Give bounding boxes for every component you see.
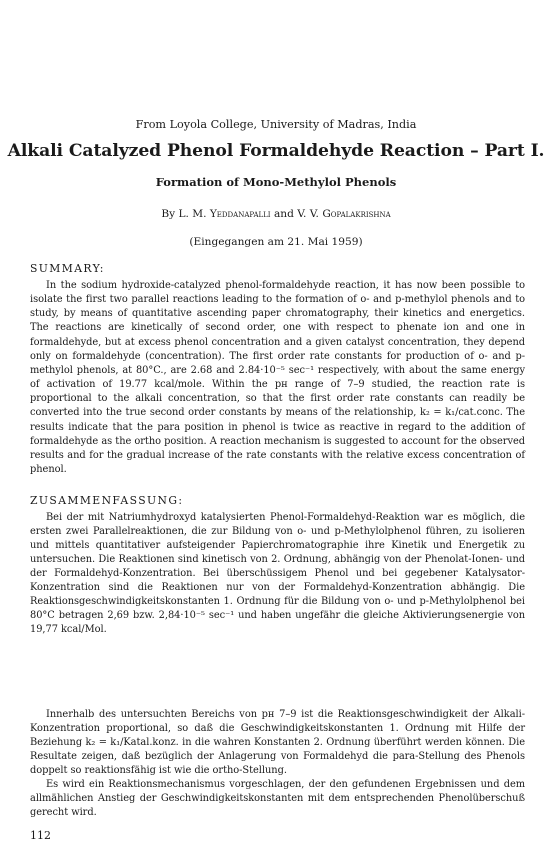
author-name-1: Yeddanapalli [209, 208, 271, 220]
zusammenfassung-paragraph-2: Innerhalb des untersuchten Bereichs von pʜ 7–9 ist die Reaktionsgeschwindigkeit der Alkali-Konzentration proportional, so daß die Geschwindigkeitskonstanten 1. Ordnung mit Hilfe der Beziehung k₂ = k₁/Katal.konz. in die wahren Konstanten 2. Ordnung überführt werden können. Die Resultate zeigen, daß bezüglich der Anlagerung von Formaldehyd die para-Stellung des Phenols doppelt so reaktionsfähig ist wie die ortho-Stellung. [30, 709, 525, 776]
paper-subtitle: Formation of Mono-Methylol Phenols [155, 175, 397, 189]
author-by: By L. M. [161, 208, 207, 220]
zusammenfassung-heading: ZUSAMMENFASSUNG: [30, 494, 184, 507]
summary-text: In the sodium hydroxide-catalyzed phenol-formaldehyde reaction, it has now been possible to isolate the first two parallel reactions leading to the formation of o- and p-methylol phenols and to study, by means of quantitative ascending paper chromatography, their kinetics and energetics. The reactions are kinetically of second order, one with respect to phenate ion and one in formaldehyde, but at excess phenol concentration and a given catalyst concentration, they depend only on formaldehyde (concentration). The first order rate constants for production of o- and p-methylol phenols, at 80°C., are 2.68 and 2.84·10⁻⁵ sec⁻¹ respectively, with about the same energy of activation of 19.77 kcal/mole. Within the pʜ range of 7–9 studied, the reaction rate is proportional to the alkali concentration, so that the first order rate constants can readily be converted into the true second order constants by means of the relationship, k₂ = k₁/cat.conc. The results indicate that the para position in phenol is twice as reactive in regard to the addition of formaldehyde as the ortho position. A reaction mechanism is suggested to account for the observed results and for the gradual increase of the rate constants with the relative excess concentration of phenol. [30, 280, 525, 476]
received-date: (Eingegangen am 21. Mai 1959) [189, 236, 363, 248]
author-and: and V. V. [273, 208, 319, 220]
author-name-2: Gopalakrishna [322, 208, 391, 220]
summary-heading: SUMMARY: [30, 262, 105, 275]
paper-title: Alkali Catalyzed Phenol Formaldehyde Reaction – Part I. [7, 141, 545, 161]
affiliation: From Loyola College, University of Madras, India [135, 118, 417, 131]
author-line [0, 208, 552, 220]
page-number: 112 [30, 829, 51, 842]
zusammenfassung-paragraph-3: Es wird ein Reaktionsmechanismus vorgeschlagen, der den gefundenen Ergebnissen und dem allmählichen Anstieg der Geschwindigkeitskonstanten mit dem entsprechenden Phenolüberschuß gerecht wird. [30, 779, 525, 818]
zusammenfassung-paragraph-1: Bei der mit Natriumhydroxyd katalysierten Phenol-Formaldehyd-Reaktion war es möglich, die ersten zwei Parallelreaktionen, die zur Bildung von o- und p-Methylolphenol führen, zu isolieren und mittels quantitativer aufsteigender Papierchromatographie ihre Kinetik und Energetik zu untersuchen. Die Reaktionen sind kinetisch von 2. Ordnung, abhängig von der Phenolat-Ionen- und der Formaldehyd-Konzentration. Bei überschüssigem Phenol und bei gegebener Katalysator-Konzentration sind die Reaktionen nur von der Formaldehyd-Konzentration abhängig. Die Reaktionsgeschwindigkeitskonstanten 1. Ordnung für die Bildung von o- und p-Methylolphenol bei 80°C betragen 2,69 bzw. 2,84·10⁻⁵ sec⁻¹ und haben ungefähr die gleiche Aktivierungsenergie von 19,77 kcal/Mol. [30, 512, 525, 635]
